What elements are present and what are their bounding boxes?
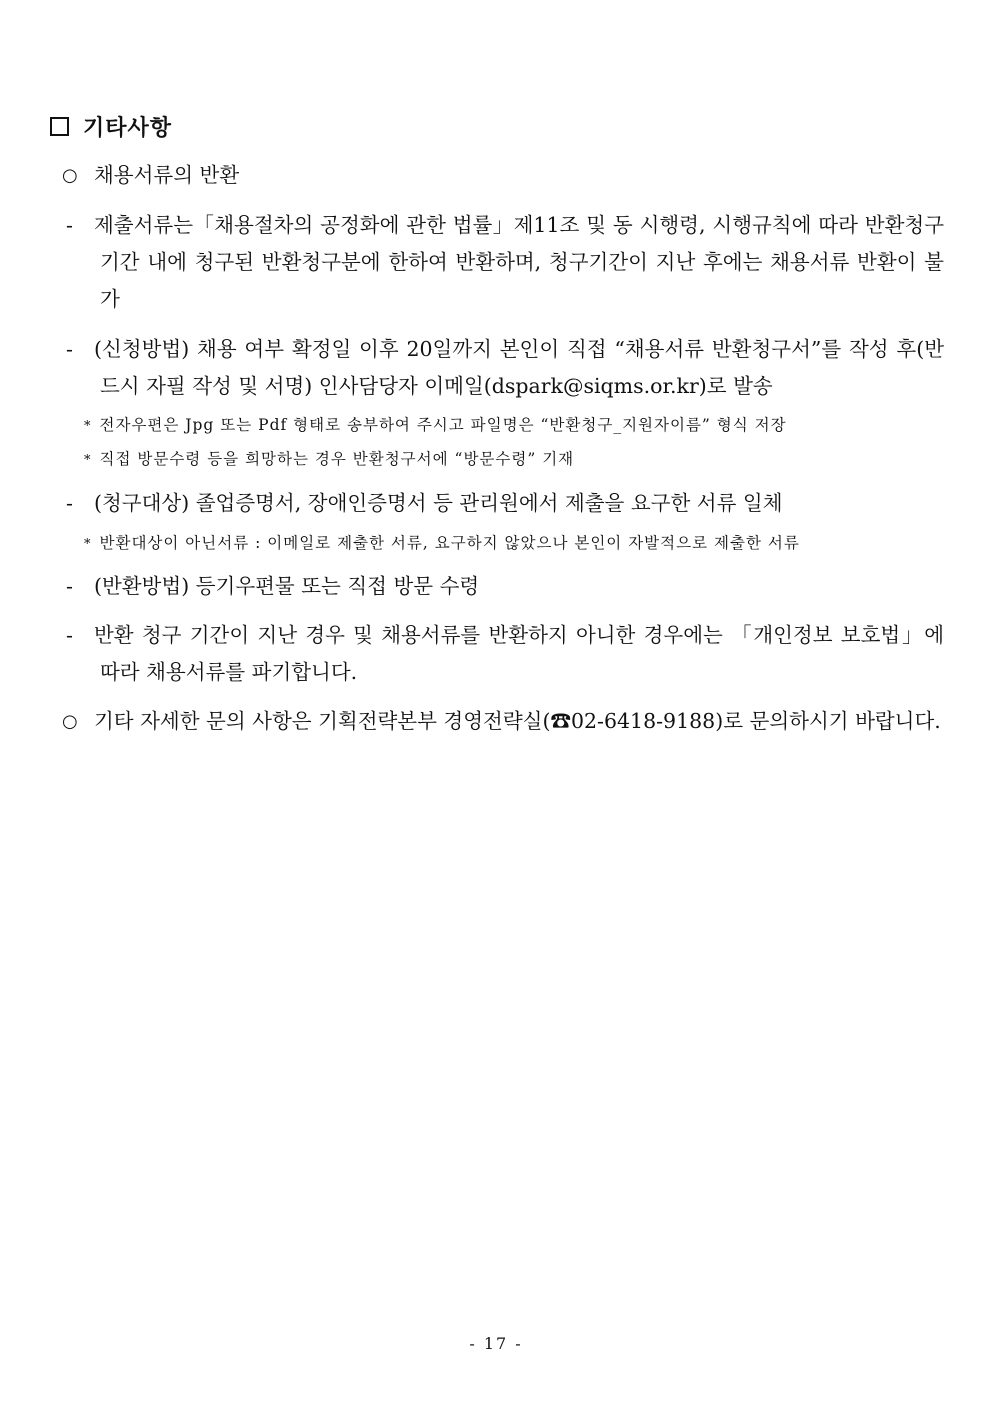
list-item-disposal — [66, 617, 944, 691]
circle-bullet-icon: ○ — [62, 165, 78, 186]
asterisk-bullet: * — [84, 537, 92, 552]
checkbox-square-icon — [50, 117, 69, 136]
list-item-contact — [62, 703, 944, 740]
section-title: 기타사항 — [83, 116, 173, 141]
item-text: 기타 자세한 문의 사항은 기획전략본부 경영전략실(☎02-6418-9188)로 문의하시기 바랍니다. — [94, 709, 941, 733]
dash-bullet: - — [66, 623, 73, 647]
asterisk-bullet: * — [84, 419, 92, 434]
note-text: 직접 방문수령 등을 희망하는 경우 반환청구서에 “방문수령” 기재 — [99, 450, 575, 468]
dash-bullet: - — [66, 491, 73, 515]
item-text: (신청방법) 채용 여부 확정일 이후 20일까지 본인이 직접 “채용서류 반환청구서”를 작성 후(반드시 자필 작성 및 서명) 인사담당자 이메일(dspark@siqms.or.kr)로 발송 — [94, 337, 944, 398]
asterisk-bullet: * — [84, 453, 92, 468]
dash-bullet: - — [66, 337, 73, 361]
note-visit-pickup — [84, 446, 574, 474]
note-text: 반환대상이 아닌서류 : 이메일로 제출한 서류, 요구하지 않았으나 본인이 자발적으로 제출한 서류 — [99, 534, 800, 552]
note-excluded-docs — [84, 530, 800, 558]
dash-bullet: - — [66, 213, 73, 237]
item-text: (청구대상) 졸업증명서, 장애인증명서 등 관리원에서 제출을 요구한 서류 일체 — [94, 491, 783, 515]
dash-bullet: - — [66, 574, 73, 598]
item-text: 제출서류는「채용절차의 공정화에 관한 법률」제11조 및 동 시행령, 시행규칙에 따라 반환청구기간 내에 청구된 반환청구분에 한하여 반환하며, 청구기간이 지난 후에는 채용서류 반환이 불가 — [94, 213, 944, 311]
item-text: 채용서류의 반환 — [94, 163, 240, 187]
circle-bullet-icon: ○ — [62, 711, 78, 732]
list-item-submitted-docs — [66, 207, 944, 318]
list-item-return-method — [66, 568, 944, 605]
note-email-format — [84, 412, 787, 440]
section-heading — [50, 111, 172, 142]
list-item-application-method — [66, 331, 944, 405]
page-number: - 17 - — [469, 1334, 523, 1353]
list-item-return-head — [62, 157, 944, 194]
note-text: 전자우편은 Jpg 또는 Pdf 형태로 송부하여 주시고 파일명은 “반환청구_지원자이름” 형식 저장 — [99, 416, 787, 434]
list-item-claim-target — [66, 485, 944, 522]
item-text: (반환방법) 등기우편물 또는 직접 방문 수령 — [94, 574, 480, 598]
item-text: 반환 청구 기간이 지난 경우 및 채용서류를 반환하지 아니한 경우에는 「개인정보 보호법」에 따라 채용서류를 파기합니다. — [94, 623, 944, 684]
